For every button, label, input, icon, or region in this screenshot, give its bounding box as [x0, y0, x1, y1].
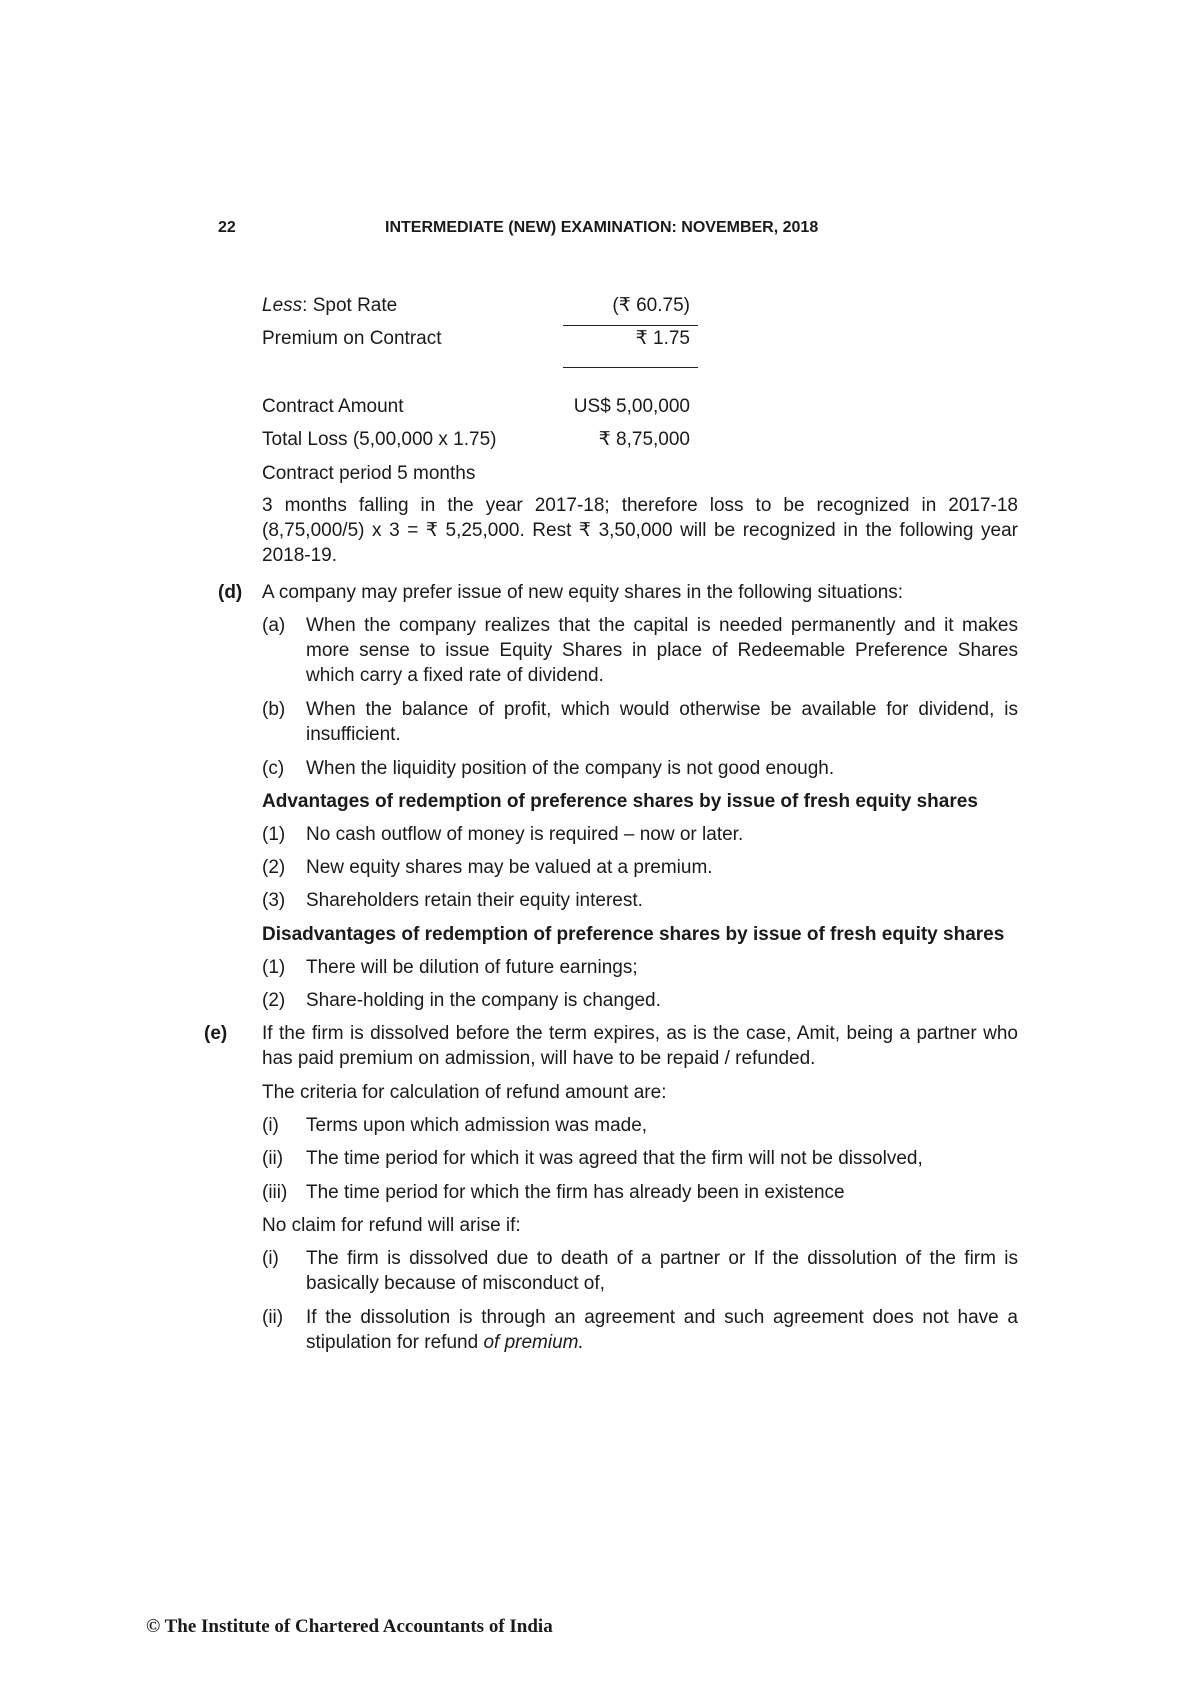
rule-line — [563, 367, 698, 368]
list-item-number: (3) — [262, 890, 286, 911]
list-item-text: The time period for which it was agreed that the firm will not be dissolved, — [306, 1148, 923, 1169]
list-item-text: Terms upon which admission was made, — [306, 1115, 648, 1136]
page-number: 22 — [218, 219, 236, 236]
section-e-label: (e) — [204, 1023, 228, 1044]
contract-amount-label: Contract Amount — [262, 396, 404, 417]
list-item-text: The firm is dissolved due to death of a partner or If the dissolution of the firm is basically because of misconduct of, — [306, 1248, 1018, 1294]
contract-period: Contract period 5 months — [262, 463, 476, 484]
list-item-number: (c) — [262, 758, 285, 779]
loss-recognition-note: 3 months falling in the year 2017-18; therefore loss to be recognized in 2017-18 (8,75,000/5) x 3 = ₹ 5,25,000. Rest ₹ 3,50,000 will be recognized in the following year 2018-19. — [262, 495, 1018, 566]
premium-label: Premium on Contract — [262, 328, 442, 349]
contract-amount-value: US$ 5,00,000 — [573, 396, 690, 417]
list-item-text: There will be dilution of future earnings; — [306, 957, 638, 978]
advantages-heading: Advantages of redemption of preference shares by issue of fresh equity shares — [262, 791, 978, 812]
list-item-text: If the dissolution is through an agreement and such agreement does not have a stipulation for refund of premium. — [306, 1307, 1018, 1353]
list-item-text: No cash outflow of money is required – now or later. — [306, 824, 744, 845]
list-item-number: (ii) — [262, 1307, 284, 1328]
list-item-number: (1) — [262, 824, 286, 845]
list-item-text: When the liquidity position of the company is not good enough. — [306, 758, 835, 779]
total-loss-label: Total Loss (5,00,000 x 1.75) — [262, 429, 497, 450]
criteria-heading: The criteria for calculation of refund amount are: — [262, 1082, 667, 1103]
list-item-number: (i) — [262, 1115, 279, 1136]
section-d-intro: A company may prefer issue of new equity shares in the following situations: — [262, 582, 904, 603]
list-item-number: (2) — [262, 857, 286, 878]
list-item-number: (b) — [262, 699, 286, 720]
list-item-number: (a) — [262, 615, 286, 636]
total-loss-value: ₹ 8,75,000 — [598, 429, 690, 450]
list-item-number: (i) — [262, 1248, 279, 1269]
less-spot-rate-label: Less: Spot Rate — [262, 295, 398, 316]
list-item-text: Shareholders retain their equity interest. — [306, 890, 643, 911]
list-item-text: When the company realizes that the capital is needed permanently and it makes more sense to issue Equity Shares in place of Redeemable Preference Shares which carry a fixed rate of dividend. — [306, 615, 1018, 686]
list-item-text: The time period for which the firm has already been in existence — [306, 1182, 845, 1203]
premium-value: ₹ 1.75 — [635, 328, 690, 349]
list-item-number: (ii) — [262, 1148, 284, 1169]
list-item-number: (2) — [262, 990, 286, 1011]
list-item-text: Share-holding in the company is changed. — [306, 990, 661, 1011]
section-d-label: (d) — [218, 582, 243, 603]
no-claim-heading: No claim for refund will arise if: — [262, 1215, 521, 1236]
list-item-text: When the balance of profit, which would otherwise be available for dividend, is insufficient. — [306, 699, 1018, 745]
disadvantages-heading: Disadvantages of redemption of preference shares by issue of fresh equity shares — [262, 924, 1005, 945]
section-e-intro: If the firm is dissolved before the term expires, as is the case, Amit, being a partner who has paid premium on admission, will have to be repaid / refunded. — [262, 1023, 1018, 1069]
less-spot-rate-value: (₹ 60.75) — [612, 295, 690, 316]
footer-copyright: © The Institute of Chartered Accountants of India — [146, 1616, 553, 1637]
list-item-text: New equity shares may be valued at a premium. — [306, 857, 713, 878]
page-header-title: INTERMEDIATE (NEW) EXAMINATION: NOVEMBER, 2018 — [385, 219, 819, 236]
list-item-number: (iii) — [262, 1182, 288, 1203]
list-item-number: (1) — [262, 957, 286, 978]
